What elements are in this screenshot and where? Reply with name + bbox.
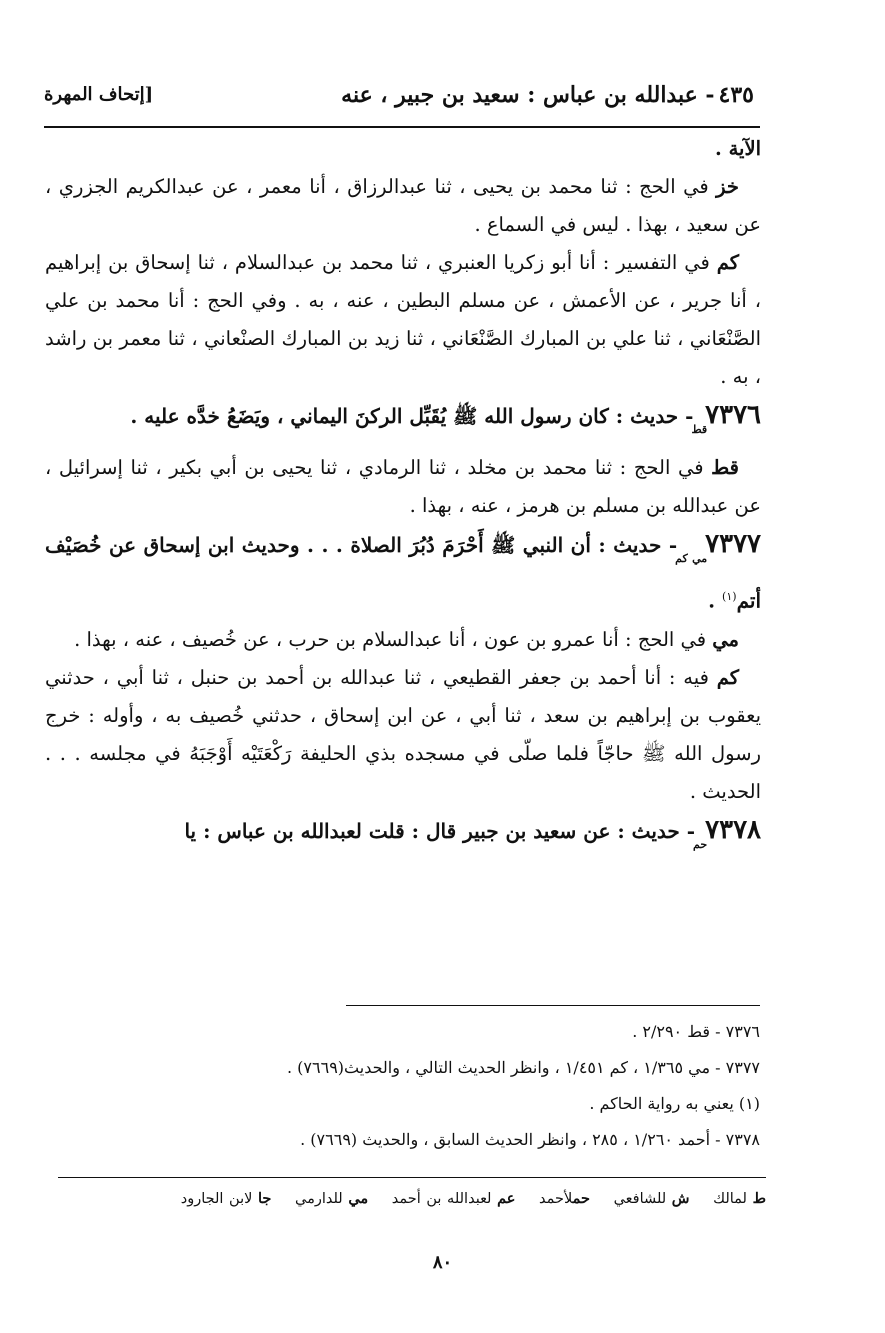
- source-siglum: مي: [712, 627, 739, 651]
- hadith-text: - حديث : كان رسول الله ﷺ يُقَبِّل الركنَ اليماني ، ويَضَعُ خدَّه عليه .: [130, 404, 694, 428]
- hadith-text: - حديث : أن النبي ﷺ أَحْرَمَ دُبُرَ الصلاة . . . وحديث ابن إسحاق عن خُصَيْف أتم: [45, 533, 761, 613]
- source-siglum: قط: [711, 456, 739, 479]
- header-title: - عبدالله بن عباس : سعيد بن جبير ، عنه: [341, 82, 715, 108]
- footnote: ٧٣٧٨ - أحمد ١/٢٦٠ ، ٢٨٥ ، وانظر الحديث السابق ، والحديث (٧٦٦٩) .: [300, 1130, 760, 1149]
- hadith-number: ٧٣٧٨: [705, 814, 761, 845]
- abbreviation-item: ط لمالك: [713, 1190, 766, 1207]
- hadith-number: ٧٣٧٦: [705, 400, 761, 430]
- header-page-number: ٤٣٥: [718, 82, 754, 108]
- source-siglum: كم: [716, 251, 739, 274]
- footnote: (١) يعني به رواية الحاكم .: [589, 1094, 760, 1113]
- paragraph: خز في الحج : ثنا محمد بن يحيى ، ثنا عبدالرزاق ، أنا معمر ، عن عبدالكريم الجزري ، عن سعيد ، بهذا . ليس في السماع .: [45, 175, 761, 236]
- hadith-7377: $٧٣٧٧_{مي كم}-$ حديث : أن النبي ﷺ أَحْرَمَ دُبُرَ الصلاة . . . وحديث ابن إسحاق عن خُصَيْف أتم$^{(١)}$ .: [45, 529, 761, 613]
- paragraph: مي في الحج : أنا عمرو بن عون ، أنا عبدالسلام بن حرب ، عن خُصيف ، عنه ، بهذا .: [74, 627, 739, 651]
- hadith-number: ٧٣٧٧: [705, 529, 761, 559]
- abbreviation-item: حملأحمد: [539, 1190, 590, 1207]
- abbreviation-key: [58, 1177, 766, 1207]
- source-siglum: خز: [716, 175, 739, 198]
- hadith-sigla: قط: [691, 423, 708, 436]
- hadith-text: - حديث : عن سعيد بن جبير قال : قلت لعبدالله بن عباس : يا: [184, 818, 696, 843]
- paragraph: الآية .: [715, 137, 761, 160]
- footnote: ٧٣٧٦ - قط ٢/٢٩٠ .: [632, 1022, 760, 1041]
- main-text: [45, 130, 761, 864]
- running-header: [44, 70, 760, 128]
- paragraph: كم فيه : أنا أحمد بن جعفر القطيعي ، ثنا عبدالله بن أحمد بن حنبل ، ثنا أبي ، حدثني يعقوب بن إبراهيم بن سعد ، ثنا أبي ، عن ابن إسحاق ، حدثني خُصيف به ، وأوله : خرج رسول الله ﷺ حاجّاً فلما صلّى في مسجده بذي الحليفة رَكْعَتَيْه أَوْجَبَهُ في مجلسه . . . الحديث .: [45, 665, 761, 803]
- source-siglum: كم: [716, 665, 739, 689]
- hadith-7378: [45, 811, 761, 864]
- folio-number: ٨٠: [432, 1252, 453, 1273]
- hadith-sigla: مي كم: [675, 552, 708, 565]
- footnote-ref[interactable]: (١): [722, 590, 737, 603]
- hadith-sigla: حم: [693, 837, 708, 851]
- paragraph: كم في التفسير : أنا أبو زكريا العنبري ، ثنا محمد بن عبدالسلام ، ثنا إسحاق بن إبراهيم ، أنا جرير ، عن الأعمش ، عن مسلم البطين ، عنه ، به . وفي الحج : أنا محمد بن علي الصَّنْعَاني ، ثنا علي بن المبارك الصَّنْعَاني ، ثنا زيد بن المبارك الصنْعاني ، ثنا معمر بن راشد ، به .: [45, 251, 761, 388]
- paragraph: قط في الحج : ثنا محمد بن مخلد ، ثنا الرمادي ، ثنا يحيى بن أبي بكير ، ثنا إسرائيل ، عن عبدالله بن مسلم بن هرمز ، عنه ، بهذا .: [45, 456, 761, 517]
- header-title-block: [341, 82, 754, 108]
- abbreviation-item: جا لابن الجارود: [180, 1190, 272, 1207]
- footnotes: [286, 1005, 760, 1158]
- abbreviation-item: مي للدارمي: [294, 1190, 369, 1207]
- abbreviation-item: ش للشافعي: [613, 1190, 690, 1207]
- header-book-title: [إتحاف المهرة: [44, 84, 154, 105]
- abbreviation-item: عم لعبدالله بن أحمد: [391, 1190, 516, 1207]
- hadith-7376: [45, 396, 761, 449]
- footnote: ٧٣٧٧ - مي ١/٣٦٥ ، كم ١/٤٥١ ، وانظر الحديث التالي ، والحديث(٧٦٦٩) .: [286, 1058, 760, 1077]
